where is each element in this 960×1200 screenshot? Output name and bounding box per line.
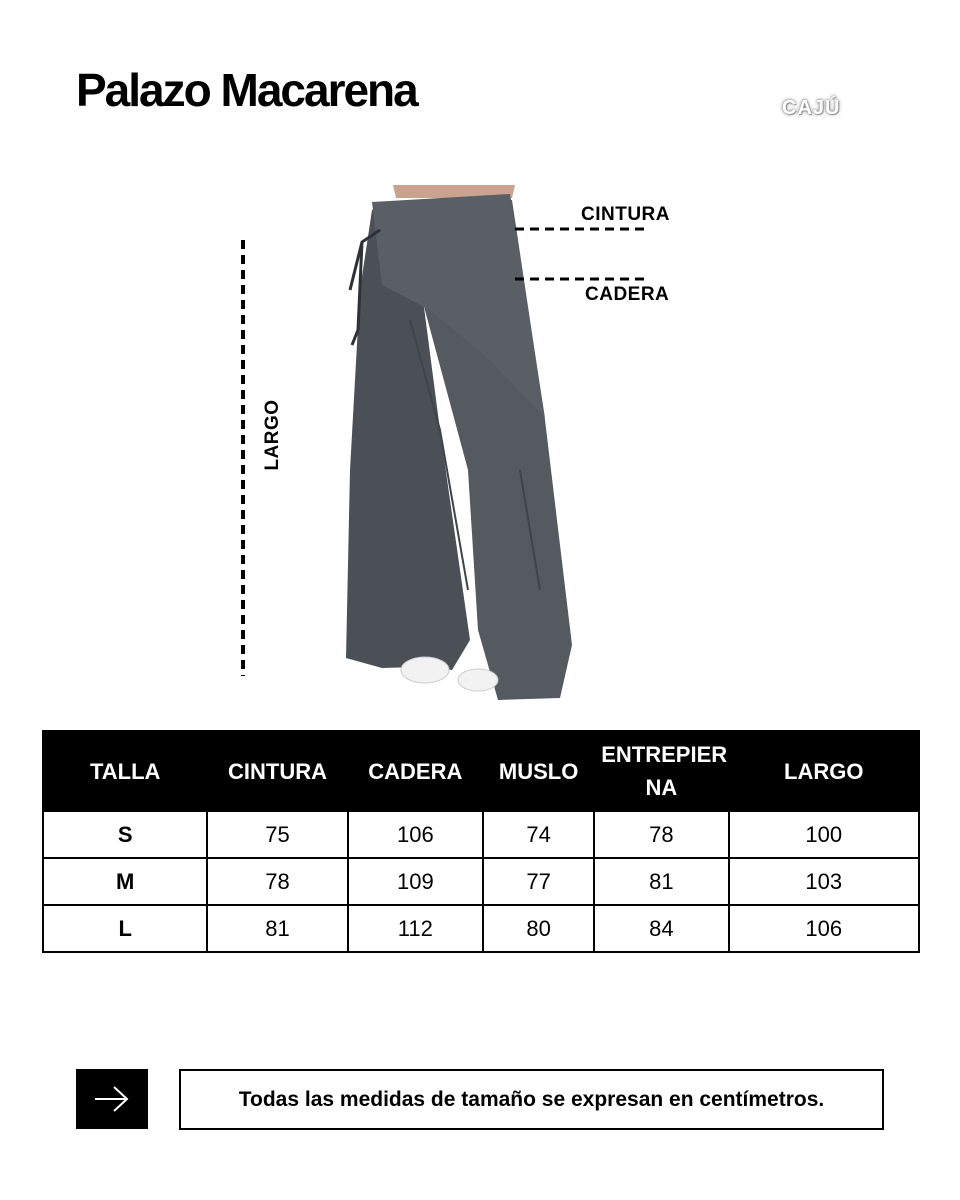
table-row	[43, 811, 919, 858]
page-title: Palazo Macarena	[76, 64, 417, 116]
cell-cadera: 112	[348, 905, 483, 952]
cell-entrepierna: 78	[594, 811, 728, 858]
pants-illustration	[0, 170, 960, 710]
arrow-button[interactable]	[76, 1069, 148, 1129]
cell-muslo: 80	[483, 905, 594, 952]
header-talla: TALLA	[43, 731, 207, 811]
cell-largo: 103	[729, 858, 919, 905]
brand-logo: CAJÚ	[782, 97, 841, 119]
table-row	[43, 905, 919, 952]
header-largo: LARGO	[729, 731, 919, 811]
header-entrepierna: ENTREPIER NA	[594, 731, 728, 811]
cell-largo: 100	[729, 811, 919, 858]
right-shoe	[458, 669, 498, 691]
units-note-text: Todas las medidas de tamaño se expresan en centímetros.	[238, 1087, 825, 1111]
table-row	[43, 858, 919, 905]
cell-entrepierna: 84	[594, 905, 728, 952]
cell-cadera: 109	[348, 858, 483, 905]
cell-size: M	[43, 858, 207, 905]
largo-label: LARGO	[262, 399, 283, 471]
units-note	[179, 1069, 884, 1130]
cell-cintura: 75	[207, 811, 347, 858]
measurement-figure	[0, 170, 960, 710]
left-shoe	[401, 657, 449, 683]
header-cintura: CINTURA	[207, 731, 347, 811]
cell-size: S	[43, 811, 207, 858]
cell-cadera: 106	[348, 811, 483, 858]
cell-cintura: 81	[207, 905, 347, 952]
header-muslo: MUSLO	[483, 731, 594, 811]
cell-muslo: 74	[483, 811, 594, 858]
table-header-row	[43, 731, 919, 811]
arrow-right-icon	[92, 1084, 132, 1114]
cell-cintura: 78	[207, 858, 347, 905]
cell-size: L	[43, 905, 207, 952]
cell-muslo: 77	[483, 858, 594, 905]
header-cadera: CADERA	[348, 731, 483, 811]
cadera-label: CADERA	[585, 284, 670, 305]
cintura-label: CINTURA	[581, 204, 670, 225]
cell-largo: 106	[729, 905, 919, 952]
cell-entrepierna: 81	[594, 858, 728, 905]
size-table	[42, 730, 920, 953]
